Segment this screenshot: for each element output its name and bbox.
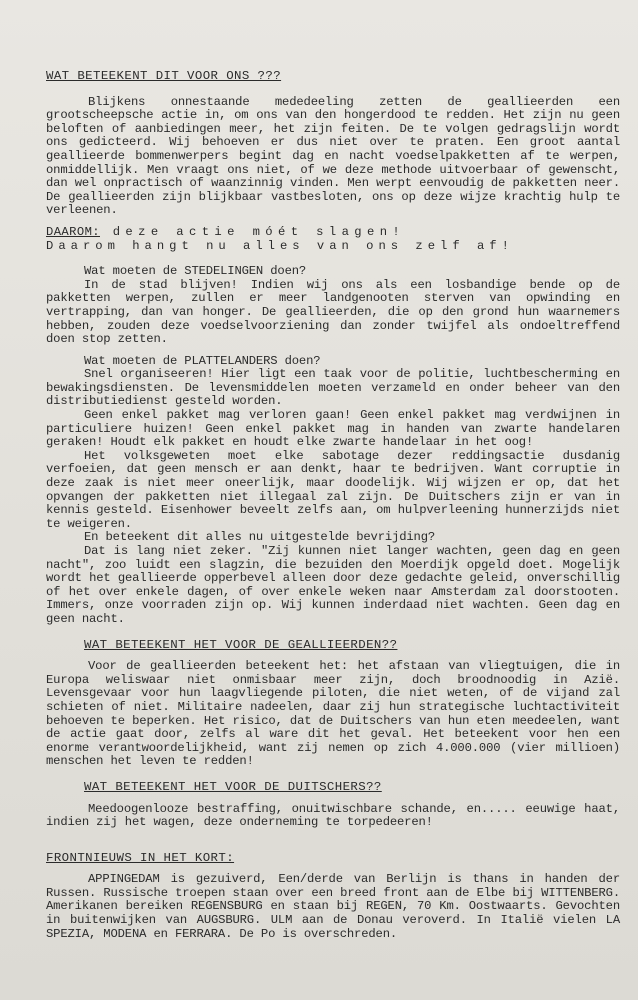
slogan-line-1	[46, 226, 620, 240]
plattelanders-paragraph-2: Geen enkel pakket mag verloren gaan! Geen enkel pakket mag verdwijnen in particuliere huizen! Geen enkel pakket mag in handen van zwarte handelaren geraken! Houdt elk pakket en houdt elke zwarte handelaar in het oog!	[46, 408, 620, 450]
heading-geallieerden: WAT BETEEKENT HET VOOR DE GEALLIEERDEN??	[84, 637, 398, 652]
heading-wat-beteekent-dit: WAT BETEEKENT DIT VOOR ONS ???	[46, 69, 282, 83]
heading-duitschers: WAT BETEEKENT HET VOOR DE DUITSCHERS??	[84, 779, 382, 794]
bevrijding-paragraph: Dat is lang niet zeker. "Zij kunnen niet langer wachten, geen dag en geen nacht", zoo luidt een slagzin, die bezuiden den Moerdijk opgeld doet. Mogelijk wordt het geallieerde opperbevel alleen door deze gedachte geleid, onverschillig of het over enkele dagen, of over enkele weken naar Amsterdam zal doorstooten. Immers, onze voorraden zijn op. Wij kunnen inderdaad niet wachten. Geen dag en geen nacht.	[46, 544, 620, 626]
heading-frontnieuws: FRONTNIEUWS IN HET KORT:	[46, 850, 235, 865]
stedelingen-paragraph: In de stad blijven! Indien wij ons als een losbandige bende op de pakketten werpen, zullen er meer landgenooten sterven van opwinding en vertrapping, dan van honger. De geallieerden, die op den grond hun waarnemers hebben, zouden deze voedselvoorziening dan zonder twijfel als ondoeltreffend doen stop zetten.	[46, 277, 620, 347]
slogan-line-2: Daarom hangt nu alles van ons zelf af!	[46, 238, 514, 253]
slogan-text-1: deze actie móét slagen!	[112, 224, 406, 239]
plattelanders-paragraph-3: Het volksgeweten moet elke sabotage dezer reddingsactie dusdanig verfoeien, dat geen mensch er aan denkt, haar te bedrijven. Want corruptie in deze zaak is niet meer oneerlijk, maar doodelijk. Wij wijzen er op, dat het opvangen der pakketten niet illegaal zal zijn. De Duitschers zijn er van in kennis gesteld. Eisenhower beveelt zelfs aan, om hulpverleening hunnerzijds niet te weigeren.	[46, 448, 620, 531]
frontnieuws-paragraph: APPINGEDAM is gezuiverd, Een/derde van Berlijn is thans in handen der Russen. Russische troepen staan over een breed front aan de Elbe bij WITTENBERG. Amerikanen bereiken REGENSBURG en staan bij REGEN, 70 Km. Oostwaarts. Gevochten in buitenwijken van AUGSBURG. ULM aan de Donau veroverd. In Italië vielen LA SPEZIA, MODENA en FERRARA. De Po is overschreden.	[46, 872, 620, 941]
document-body	[46, 70, 620, 941]
question-stedelingen: Wat moeten de STEDELINGEN doen?	[84, 264, 307, 279]
duitschers-paragraph: Meedoogenlooze bestraffing, onuitwischbare schande, en..... eeuwige haat, indien zij het wagen, deze onderneming te torpedeeren!	[46, 801, 620, 830]
slogan-label: DAAROM:	[46, 224, 100, 239]
question-bevrijding: En beteekent dit alles nu uitgestelde bevrijding?	[84, 530, 436, 545]
question-plattelanders: Wat moeten de PLATTELANDERS doen?	[84, 353, 321, 368]
intro-paragraph: Blijkens onnestaande mededeeling zetten de geallieerden een grootscheepsche actie in, om ons van den hongerdood te redden. Het zijn nu geen beloften of aanbiedingen meer, het zijn feiten. De te volgen gedragslijn wordt ons gedicteerd. Wij behoeven er dus niet over te praten. Een groot aantal geallieerde bommenwerpers begint dag en nacht voedselpakketten af te werpen, onmiddellijk. Men vraagt ons niet, of we deze methode uitvoerbaar of gewenscht, dan wel onpractisch of waanzinnig vinden. Men werpt eenvoudig de pakketten neer. De geallieerden zijn blijkbaar vastbesloten, ons op deze wijze krachtig hulp te verleenen.	[46, 94, 620, 218]
plattelanders-paragraph-1: Snel organiseeren! Hier ligt een taak voor de politie, luchtbescherming en bewakingsdiensten. De levensmiddelen moeten verzameld en onder beheer van den distributiedienst gesteld worden.	[46, 367, 620, 409]
geallieerden-paragraph: Voor de geallieerden beteekent het: het afstaan van vliegtuigen, die in Europa weliswaar niet onmisbaar meer zijn, doch broodnoodig in Azië. Levensgevaar voor hun laagvliegende piloten, die niet weten, of de vijand zal schieten of niet. Militaire nadeelen, daar zij hun strategische luchtactiviteit behoeven te beperken. Het risico, dat de Duitschers van hun eten meedeelen, want de actie gaat door, zelfs al ware dit het geval. Het beteekent voor hen een enorme verantwoordelijkheid, want zij nemen op zich 4.000.000 (vier millioen) menschen het leven te redden!	[46, 659, 620, 769]
